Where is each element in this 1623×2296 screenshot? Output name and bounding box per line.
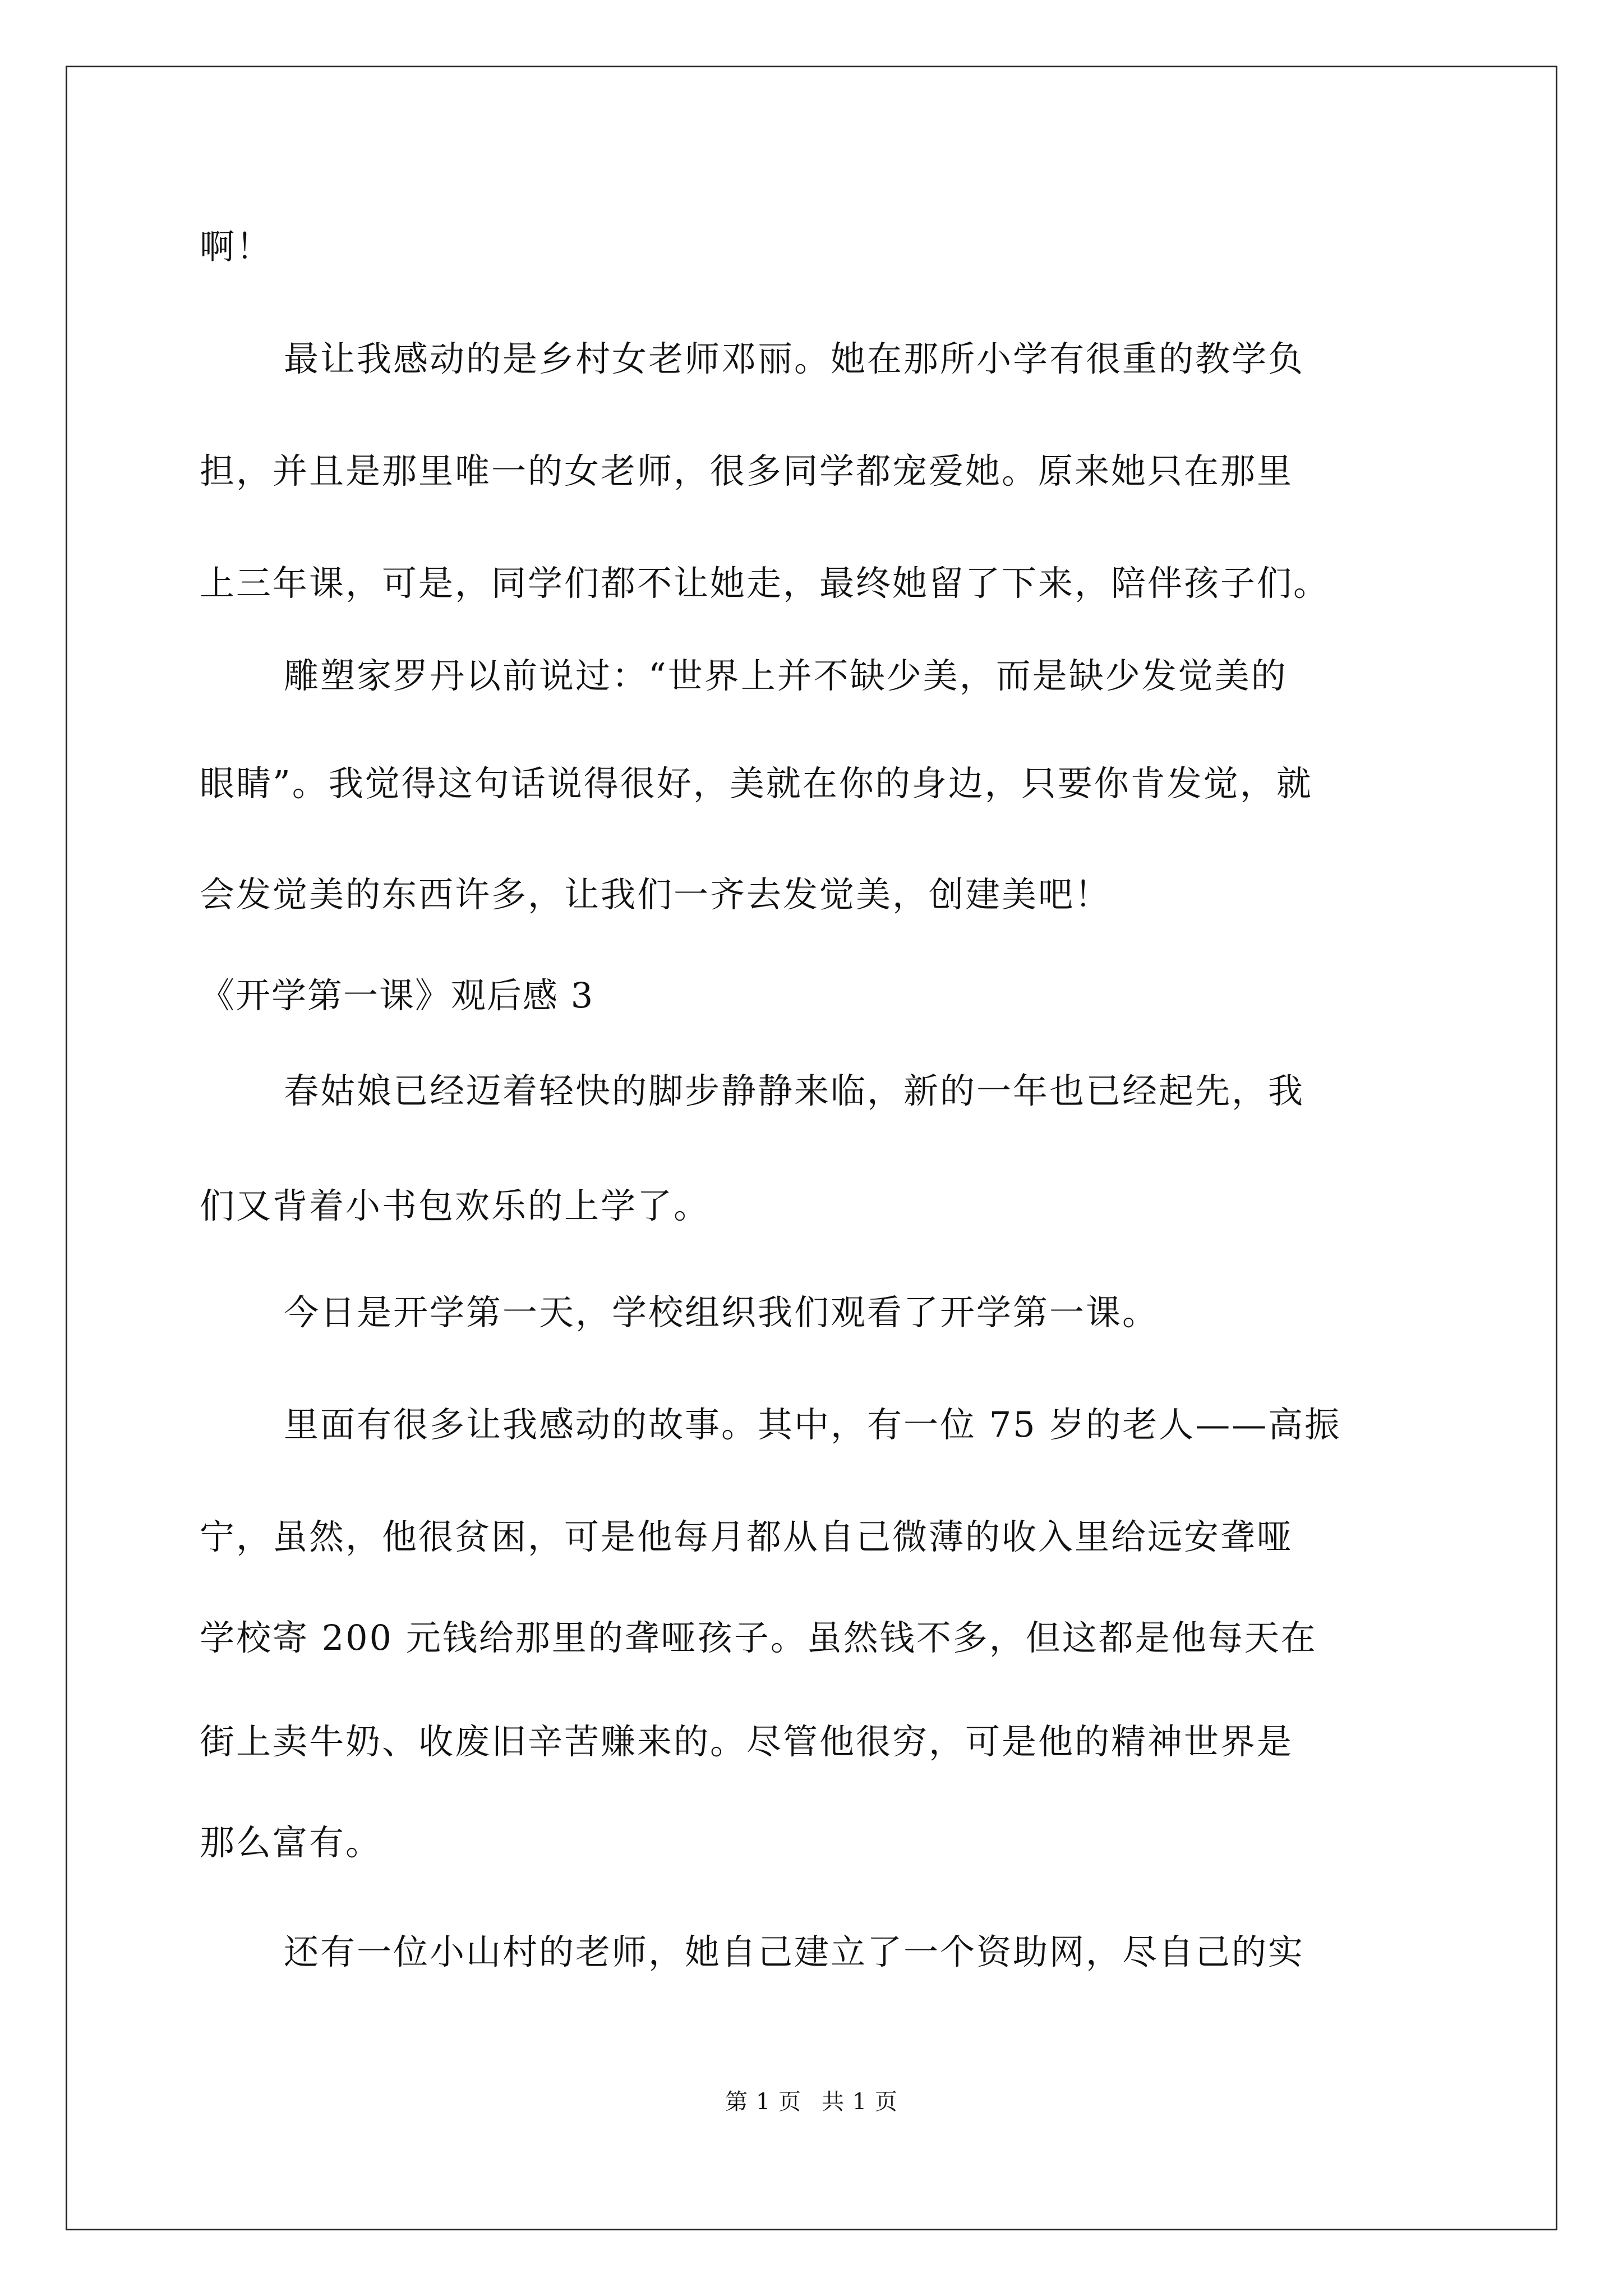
text-line-15: 街上卖牛奶、收废旧辛苦赚来的。尽管他很穷，可是他的精神世界是 [200,1721,1294,1762]
text-line-6: 眼睛”。我觉得这句话说得很好，美就在你的身边，只要你肯发觉，就 [200,763,1313,804]
text-line-14: 学校寄 200 元钱给那里的聋哑孩子。虽然钱不多，但这都是他每天在 [200,1617,1317,1658]
section-heading: 《开学第一课》观后感 3 [200,975,594,1016]
text-line-1: 啊！ [200,226,273,267]
text-line-4: 上三年课，可是，同学们都不让她走，最终她留了下来，陪伴孩子们。 [200,563,1330,604]
text-line-10: 们又背着小书包欢乐的上学了。 [200,1185,711,1226]
page-number-current: 第 1 页 [725,2089,801,2115]
text-line-16: 那么富有。 [200,1822,382,1863]
text-line-3: 担，并且是那里唯一的女老师，很多同学都宠爱她。原来她只在那里 [200,450,1294,491]
text-line-13: 宁，虽然，他很贫困，可是他每月都从自己微薄的收入里给远安聋哑 [200,1516,1294,1557]
page-number-total: 共 1 页 [822,2089,898,2115]
text-line-9: 春姑娘已经迈着轻快的脚步静静来临，新的一年也已经起先，我 [284,1070,1305,1111]
text-line-7: 会发觉美的东西许多，让我们一齐去发觉美，创建美吧！ [200,874,1112,915]
text-line-2: 最让我感动的是乡村女老师邓丽。她在那所小学有很重的教学负 [284,338,1305,379]
page-footer [0,2088,1623,2116]
text-line-17: 还有一位小山村的老师，她自己建立了一个资助网，尽自己的实 [284,1931,1305,1972]
text-line-12: 里面有很多让我感动的故事。其中，有一位 75 岁的老人——高振 [284,1404,1341,1445]
text-line-5: 雕塑家罗丹以前说过：“世界上并不缺少美，而是缺少发觉美的 [284,655,1288,696]
text-line-11: 今日是开学第一天，学校组织我们观看了开学第一课。 [284,1292,1159,1333]
page-border [66,66,1557,2230]
